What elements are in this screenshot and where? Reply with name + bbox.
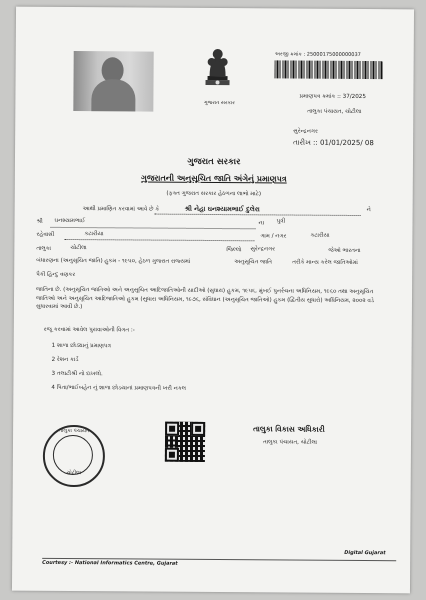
recognized-text: તરીકે માન્ય કરેલ જાતિઓમાં <box>292 259 358 267</box>
document-item: 3 તલાટીશ્રી નો દાખલો. <box>51 370 103 378</box>
qr-code <box>165 422 205 462</box>
signatory-title: તાલુકા વિકાસ અધિકારી <box>253 424 325 434</box>
state-label: જેઓ ભારતના <box>328 247 361 255</box>
constitution-text: બંધારણના (અનુસૂચિત જાતિ) હુકમ - ૧૯૫૦, હેઠળ ગુજરાત રાજ્યમાં <box>36 257 191 265</box>
holder-name: શ્રી નેહા ઘનશ્યામભાઈ દુલેરા <box>184 204 260 214</box>
gram-value: કટારીયા <box>310 232 330 239</box>
documents-heading: રજૂ કરવામાં આવેલ પુરાવાઓની વિગત :- <box>43 326 135 334</box>
document-item: 1 શાળા છોડ્યાનું પ્રમાણપત્ર <box>51 342 111 350</box>
issue-date: તારીખ :: 01/01/2025/ 08 <box>293 138 374 148</box>
certificate-sheet <box>12 7 414 594</box>
applicant-photo <box>73 51 153 112</box>
signatory-office: તાલુકા પંચાયત, ચોટીલા <box>262 439 318 446</box>
intro-text: આથી પ્રમાણિત કરવામાં આવે છે કે <box>82 206 160 213</box>
district-label: જિલ્લો <box>226 247 242 254</box>
seal-bottom-text: ચોટીલા <box>66 469 82 477</box>
district-value: સુરેન્દ્રનગર <box>250 246 276 253</box>
document-item: 2 રેશન કાર્ડ <box>51 356 79 364</box>
place: સુરેન્દ્રનગર <box>293 128 318 135</box>
application-number: અરજી ક્રમાંક : 25000175000000037 <box>274 51 361 59</box>
father-name: ઘનશ્યામભાઈ <box>54 217 86 225</box>
office-top: તાલુકા પંચાયત, ચોટીલા <box>307 108 362 116</box>
barcode <box>275 60 383 79</box>
relation-label: ના <box>258 220 265 227</box>
name-suffix: ને <box>366 207 371 214</box>
relation-value: પુત્રી <box>276 218 286 225</box>
footer-courtesy: Courtesy :- National Informatics Centre, Gujarat <box>42 559 178 567</box>
village-value: કટારીયા <box>84 231 104 238</box>
legal-paragraph: જાતિના છે. (અનુસૂચિત જાતિઓ અને અનુસૂચિત આદિજાતિઓની યાદીઓ (સુધારા) હુકમ, ૧૯૫૬, મુંબઈ પુનર્રચના અધિનિયમ, ૧૯૬૦ તથા અનુસૂચિત જાતિઓ અને અનુસૂચિત આદિજાતિઓ હુકમ (સુધારા અધિનિયમ, ૧૯૭૬, સંવિધાન (અનુસૂચિત જાતિઓ) હુકમ (દ્વિતીય સુધારો) અધિનિયમ, ૨૦૦૨ વડે સુધારવામાં આવી છે.) <box>35 286 374 311</box>
shri-label: શ્રી <box>36 218 43 225</box>
govt-heading: ગુજરાત સરકાર <box>187 156 241 168</box>
certificate-number: પ્રમાણપત્ર ક્રમાંક :: 37/2025 <box>299 93 366 101</box>
caste-value: પૈકી હિન્દુ વણકર <box>36 271 76 279</box>
taluka-label: તાલુકા <box>36 245 52 252</box>
taluka-value: ચોટીલા <box>70 245 87 252</box>
gram-label: ગામ / નગર <box>260 233 287 240</box>
state-emblem-icon <box>197 46 237 100</box>
emblem-caption: ગુજરાત સરકાર <box>203 99 235 107</box>
document-item: 4 પિતા/ભાઈબહેન નું શાળા છોડયાનાં પ્રમાણપત્રની ખરી નકલ <box>51 384 187 392</box>
certificate-title: ગુજરાતની અનુસૂચિત જાતિ અંગેનું પ્રમાણપત્ર <box>140 173 287 184</box>
seal-top-text: તાલુકા પંચાયત <box>58 427 90 435</box>
village-label: રહેવાસી <box>36 231 55 238</box>
caste-category: અનુસૂચિત જાતિ <box>234 259 273 266</box>
footer-brand: Digital Gujarat <box>344 549 386 557</box>
official-seal <box>43 425 105 487</box>
certificate-subtitle: (ફક્ત ગુજરાત સરકાર હેઠળના લાભો માટે) <box>166 190 262 198</box>
